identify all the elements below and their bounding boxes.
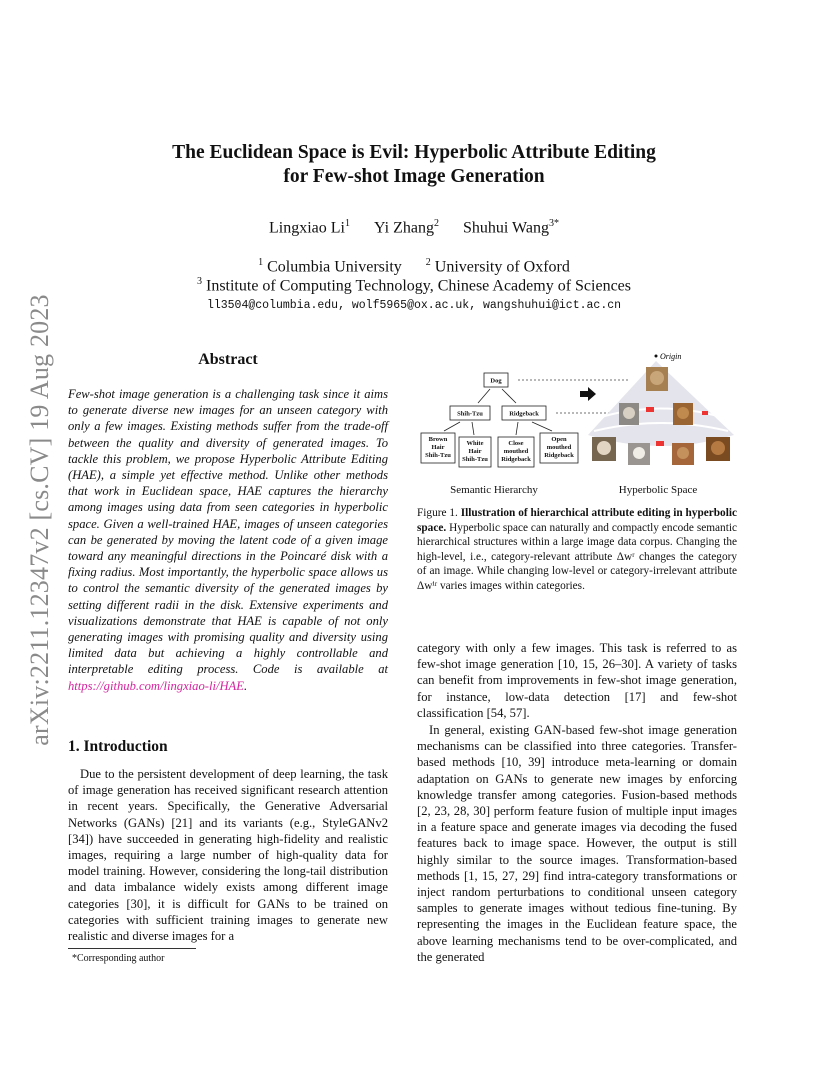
box-text: Ridgeback	[544, 452, 574, 459]
box-text: Brown	[428, 436, 448, 443]
abstract-heading: Abstract	[198, 351, 258, 368]
right-paragraph-2: In general, existing GAN-based few-shot image generation mechanisms can be classified into three categories. Transfer-based methods [10, 39] introduce meta-learning or domain adaptation on GANs to generate new images by enforcing knowledge transfer among categories. Fusion-based methods [2, 23, 28, 30] perform feature fusion of multiple input images in a feature space and generate images via decoding the fused features back to image space. However, the output is still highly similar to the source images. Transformation-based methods [1, 15, 27, 29] find intra-category transformations or inject random perturbations to conditional unseen category samples to generate images without tedious fine-tuning. By representing the images in the Euclidean feature space, the above learning mechanisms tend to be over-complicated, and the generated	[417, 723, 737, 964]
paper-title	[0, 141, 828, 189]
affil-sup: 2	[425, 257, 431, 268]
box-text: mouthed	[546, 444, 572, 451]
arxiv-id: arXiv:2211.12347v2 [cs.CV] 19 Aug 2023	[25, 294, 54, 746]
box-label: Ridgeback	[509, 410, 539, 418]
author-list	[0, 218, 828, 237]
title-line-2: for Few-shot Image Generation	[283, 166, 545, 187]
author-sup: 3*	[548, 218, 559, 229]
figure-left-label: Semantic Hierarchy	[450, 484, 538, 496]
caption-text: Hyperbolic space can naturally and compactly encode semantic hierarchical structures within a large image data corpus. Changing the high-level, i.e., category-relevant attribute Δwʳ changes the category of an image. While changing low-level or category-irrelevant attribute Δwⁱʳ varies images within categories.	[417, 521, 737, 592]
box-text: Open	[551, 436, 567, 443]
author-name: Shuhui Wang	[463, 219, 549, 237]
box-text: Ridgeback	[501, 456, 531, 463]
box-text: Hair	[431, 444, 445, 451]
title-line-1: The Euclidean Space is Evil: Hyperbolic Attribute Editing	[172, 142, 656, 163]
figure-right-label: Hyperbolic Space	[618, 484, 698, 496]
author-name: Lingxiao Li	[269, 219, 345, 237]
box-text: Hair	[468, 448, 482, 455]
origin-dot	[655, 355, 658, 358]
affil-name: Columbia University	[267, 258, 402, 276]
figure-1	[416, 345, 738, 501]
box-text: Close	[508, 440, 524, 447]
arrow-icon	[580, 387, 596, 401]
box-text: Shih-Tzu	[462, 456, 488, 463]
box-label: Shih-Tzu	[457, 410, 483, 418]
code-link[interactable]: https://github.com/lingxiao-li/HAE	[68, 678, 244, 693]
abstract-body: Few-shot image generation is a challenging task since it aims to generate diverse new images for an unseen category with only a few images. Existing methods suffer from the trade-off between the quality and diversity of generated images. To tackle this problem, we propose Hyperbolic Attribute Editing (HAE), a simple yet effective method. Unlike other methods that work in Euclidean space, HAE captures the hierarchy among images using data from seen categories in hyperbolic space. Given a well-trained HAE, images of unseen categories can be generated by moving the latent code of a given image toward any meaningful directions in the Poincaré disk with a fixing radius. Most importantly, the hyperbolic space allows us to control the semantic diversity of the generated images by setting different radii in the disk. Extensive experiments and visualizations demonstrate that HAE is capable of not only generating images with promising quality and diversity using limited data but achieving a highly controllable and interpretable editing process. Code is available at https://github.com/lingxiao-li/HAE.	[68, 387, 388, 693]
box-text: Shih-Tzu	[425, 452, 451, 459]
affil-name: University of Oxford	[434, 258, 570, 276]
affil-name: Institute of Computing Technology, Chinese Academy of Sciences	[205, 277, 632, 295]
origin-label: Origin	[660, 352, 682, 361]
arxiv-sidebar	[22, 280, 58, 760]
affil-sup: 3	[196, 276, 202, 287]
affiliation-line-2	[0, 276, 828, 295]
box-text: mouthed	[503, 448, 529, 455]
author-name: Yi Zhang	[374, 219, 434, 237]
email-list: ll3504@columbia.edu, wolf5965@ox.ac.uk, wangshuhui@ict.ac.cn	[206, 299, 622, 312]
right-paragraph-1: category with only a few images. This task is referred to as few-shot image generation [10, 15, 26–30]. A variety of tasks can benefit from improvements in few-shot image generation, for instance, low-data detection [17] and few-shot classification [54, 57].	[417, 641, 737, 720]
caption-prefix: Figure 1.	[417, 507, 461, 519]
affiliation-line-1	[0, 257, 828, 276]
footnote-rule	[68, 948, 196, 949]
box-text: White	[466, 440, 484, 447]
author-sup: 1	[345, 218, 350, 229]
footnote: *Corresponding author	[72, 953, 165, 964]
section-heading: 1. Introduction	[68, 738, 168, 755]
abstract-text: Few-shot image generation is a challenging task since it aims to generate diverse new images for an unseen category with only a few images. Existing methods suffer from the trade-off between the quality and diversity of generated images. To tackle this problem, we propose Hyperbolic Attribute Editing (HAE), a simple yet effective method. Unlike other methods that work in Euclidean space, HAE captures the hierarchy among images using data from seen categories in hyperbolic space. Given a well-trained HAE, images of unseen categories can be generated by moving the latent code of a given image toward any meaningful directions in the Poincaré disk with a fixing radius. Most importantly, the hyperbolic space allows us to control the semantic diversity of the generated images by setting different radii in the disk. Extensive experiments and visualizations demonstrate that HAE is capable of not only generating images with promising quality and diversity using limited data but achieving a highly controllable and interpretable editing process. Code is available at	[68, 387, 388, 677]
intro-paragraph: Due to the persistent development of deep learning, the task of image generation has received significant research attention in recent years. Specifically, the Generative Adversarial Networks (GANs) [21] and its variants (e.g., StyleGANv2 [34]) have succeeded in generating high-fidelity and realistic images, requiring a large number of high-quality data for model training. However, considering the long-tail distribution and data imbalance widely exists among different image categories [30], it is difficult for GANs to be trained on categories with sufficient training images to generate new realistic and diverse images for a	[68, 767, 388, 944]
box-label: Dog	[490, 377, 502, 385]
author-sup: 2	[434, 218, 439, 229]
caption-bold: Illustration of hierarchical attribute editing in hyperbolic space.	[417, 507, 737, 534]
affil-sup: 1	[258, 257, 264, 268]
figure-caption	[417, 506, 737, 594]
